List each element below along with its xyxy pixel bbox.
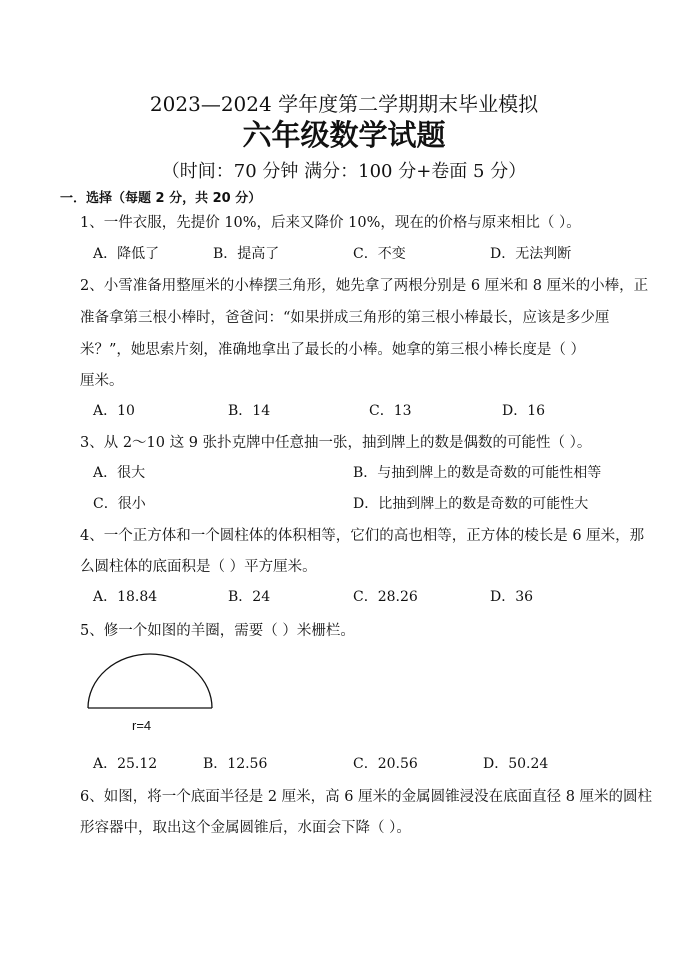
q1-option-a: A．降低了 [93,246,160,262]
exam-title: 六年级数学试题 [242,118,446,152]
q5-option-d: D．50.24 [483,756,549,772]
question-2-line-4: 厘米。 [80,373,124,389]
exam-info: （时间：70 分钟 满分：100 分+卷面 5 分） [161,161,527,182]
question-3-text: 3、从 2～10 这 9 张扑克牌中任意抽一张，抽到牌上的数是偶数的可能性（ ）。 [80,435,592,451]
q2-option-a: A．10 [93,403,135,419]
question-4-line-2: 么圆柱体的底面积是（ ）平方厘米。 [80,559,317,575]
q3-option-b: B．与抽到牌上的数是奇数的可能性相等 [353,465,602,481]
q4-option-c: C．28.26 [353,589,418,605]
question-2-line-3: 米？”，她思索片刻，准确地拿出了最长的小棒。她拿的第三根小棒长度是（ ） [80,342,586,358]
q4-option-a: A．18.84 [93,589,158,605]
radius-label: r=4 [132,718,152,733]
question-5-text: 5、修一个如图的羊圈，需要（ ）米栅栏。 [80,623,355,639]
q3-option-a: A．很大 [93,465,146,481]
q4-option-d: D．36 [490,589,534,605]
q1-option-c: C．不变 [353,246,406,262]
question-4-line-1: 4、一个正方体和一个圆柱体的体积相等，它们的高也相等，正方体的棱长是 6 厘米，那 [80,528,645,544]
semicircle-pen-figure [84,648,216,714]
exam-subtitle: 2023—2024 学年度第二学期期末毕业模拟 [149,92,539,116]
q1-option-b: B．提高了 [213,246,280,262]
question-6-line-2: 形容器中，取出这个金属圆锥后，水面会下降（ ）。 [80,820,411,836]
q2-option-c: C．13 [369,403,412,419]
section-heading: 一．选择（每题 2 分，共 20 分） [60,191,262,206]
question-2-line-2: 准备拿第三根小棒时，爸爸问：“如果拼成三角形的第三根小棒最长，应该是多少厘 [80,310,610,326]
question-6-line-1: 6、如图，将一个底面半径是 2 厘米，高 6 厘米的金属圆锥浸没在底面直径 8 厘米的圆柱 [80,789,653,805]
q2-option-d: D．16 [502,403,546,419]
q5-option-b: B．12.56 [203,756,268,772]
question-1-text: 1、一件衣服，先提价 10%，后来又降价 10%，现在的价格与原来相比（ ）。 [80,215,581,231]
q3-option-c: C．很小 [93,496,146,512]
q2-option-b: B．14 [228,403,271,419]
q4-option-b: B．24 [228,589,271,605]
q1-option-d: D．无法判断 [490,246,572,262]
q5-option-c: C．20.56 [353,756,418,772]
question-2-line-1: 2、小雪准备用整厘米的小棒摆三角形，她先拿了两根分别是 6 厘米和 8 厘米的小棒，正 [80,278,649,294]
q5-option-a: A．25.12 [93,756,158,772]
q3-option-d: D．比抽到牌上的数是奇数的可能性大 [353,496,589,512]
